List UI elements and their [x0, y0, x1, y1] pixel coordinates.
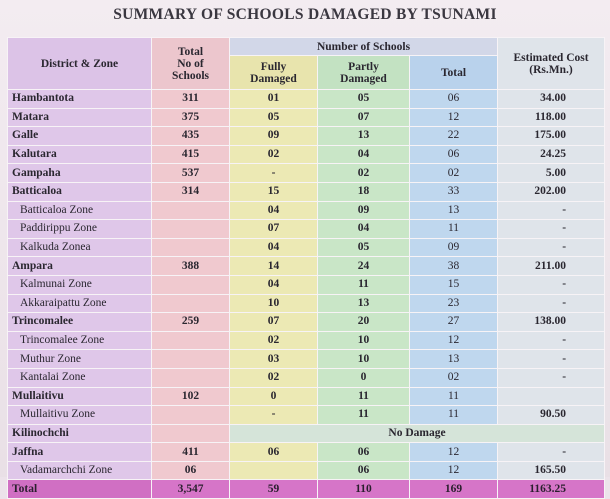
fully-damaged-cell: 03 — [230, 350, 318, 369]
fully-damaged-cell: 04 — [230, 201, 318, 220]
fully-damaged-cell: 02 — [230, 145, 318, 164]
fully-damaged-cell: 0 — [230, 387, 318, 406]
header-district: District & Zone — [8, 38, 152, 90]
estimated-cost-cell: - — [498, 201, 605, 220]
partly-damaged-cell: 06 — [318, 443, 410, 462]
table-row — [8, 275, 605, 294]
total-schools-cell: 435 — [152, 127, 230, 146]
total-schools-cell: 314 — [152, 182, 230, 201]
total-schools-cell — [152, 220, 230, 239]
total-cell: 38 — [410, 257, 498, 276]
header-total-schools: Total No of Schools — [152, 38, 230, 90]
total-cell: 12 — [410, 443, 498, 462]
partly-damaged-cell: 0 — [318, 368, 410, 387]
fully-damaged-cell — [230, 461, 318, 480]
district-cell: Galle — [8, 127, 152, 146]
district-cell: Muthur Zone — [8, 350, 152, 369]
table-row — [8, 368, 605, 387]
fully-damaged-cell: 07 — [230, 220, 318, 239]
partly-damaged-cell: 18 — [318, 182, 410, 201]
estimated-cost-cell: 118.00 — [498, 108, 605, 127]
table-row — [8, 201, 605, 220]
table-row — [8, 145, 605, 164]
total-cell: 06 — [410, 90, 498, 109]
estimated-cost-cell: 5.00 — [498, 164, 605, 183]
fully-damaged-cell: - — [230, 406, 318, 425]
grand-fully-damaged-cell: 59 — [230, 480, 318, 499]
estimated-cost-cell: 165.50 — [498, 461, 605, 480]
district-cell: Kalkuda Zonea — [8, 238, 152, 257]
fully-damaged-cell: 05 — [230, 108, 318, 127]
partly-damaged-cell: 05 — [318, 238, 410, 257]
partly-damaged-cell: 13 — [318, 294, 410, 313]
total-cell: 15 — [410, 275, 498, 294]
total-cell: 12 — [410, 108, 498, 127]
total-schools-cell — [152, 350, 230, 369]
estimated-cost-cell: - — [498, 443, 605, 462]
partly-damaged-cell: 04 — [318, 220, 410, 239]
fully-damaged-cell: 09 — [230, 127, 318, 146]
total-schools-cell: 415 — [152, 145, 230, 164]
total-schools-cell — [152, 275, 230, 294]
header-fully-damaged: Fully Damaged — [230, 56, 318, 90]
table-row — [8, 406, 605, 425]
total-cell: 12 — [410, 331, 498, 350]
total-cell: 09 — [410, 238, 498, 257]
district-cell: Mullaitivu — [8, 387, 152, 406]
total-cell: 13 — [410, 350, 498, 369]
estimated-cost-cell: - — [498, 275, 605, 294]
total-schools-cell — [152, 368, 230, 387]
table-body — [8, 90, 605, 499]
total-schools-cell — [152, 406, 230, 425]
fully-damaged-cell: 07 — [230, 313, 318, 332]
total-cell: 23 — [410, 294, 498, 313]
fully-damaged-cell: 04 — [230, 238, 318, 257]
partly-damaged-cell: 11 — [318, 406, 410, 425]
district-cell: Kantalai Zone — [8, 368, 152, 387]
fully-damaged-cell: 01 — [230, 90, 318, 109]
fully-damaged-cell: - — [230, 164, 318, 183]
grand-estimated-cost-cell: 1163.25 — [498, 480, 605, 499]
total-cell: 11 — [410, 220, 498, 239]
total-schools-cell: 06 — [152, 461, 230, 480]
table-row — [8, 461, 605, 480]
district-cell: Hambantota — [8, 90, 152, 109]
total-cell: 22 — [410, 127, 498, 146]
total-schools-cell: 259 — [152, 313, 230, 332]
header-total: Total — [410, 56, 498, 90]
total-schools-cell — [152, 201, 230, 220]
table-row — [8, 108, 605, 127]
grand-total-schools-cell: 3,547 — [152, 480, 230, 499]
estimated-cost-cell: 138.00 — [498, 313, 605, 332]
district-cell: Ampara — [8, 257, 152, 276]
total-schools-cell — [152, 424, 230, 443]
table-row — [8, 424, 605, 443]
estimated-cost-cell: - — [498, 331, 605, 350]
district-cell: Vadamarchchi Zone — [8, 461, 152, 480]
partly-damaged-cell: 10 — [318, 350, 410, 369]
district-cell: Batticaloa Zone — [8, 201, 152, 220]
estimated-cost-cell: - — [498, 350, 605, 369]
grand-partly-damaged-cell: 110 — [318, 480, 410, 499]
header-partly-damaged: Partly Damaged — [318, 56, 410, 90]
table-row — [8, 127, 605, 146]
total-cell: 02 — [410, 368, 498, 387]
partly-damaged-cell: 11 — [318, 387, 410, 406]
estimated-cost-cell: - — [498, 294, 605, 313]
district-cell: Jaffna — [8, 443, 152, 462]
total-schools-cell: 311 — [152, 90, 230, 109]
estimated-cost-cell: - — [498, 238, 605, 257]
district-cell: Kalutara — [8, 145, 152, 164]
partly-damaged-cell: 05 — [318, 90, 410, 109]
total-schools-cell — [152, 331, 230, 350]
grand-total-cell: 169 — [410, 480, 498, 499]
table-row — [8, 164, 605, 183]
total-cell: 06 — [410, 145, 498, 164]
fully-damaged-cell: 15 — [230, 182, 318, 201]
fully-damaged-cell: 04 — [230, 275, 318, 294]
schools-damaged-table — [7, 37, 605, 499]
partly-damaged-cell: 13 — [318, 127, 410, 146]
total-cell: 11 — [410, 406, 498, 425]
total-schools-cell: 375 — [152, 108, 230, 127]
fully-damaged-cell: 02 — [230, 368, 318, 387]
table-row — [8, 257, 605, 276]
total-cell: 13 — [410, 201, 498, 220]
district-cell: Matara — [8, 108, 152, 127]
partly-damaged-cell: 10 — [318, 331, 410, 350]
header-estimated-cost: Estimated Cost (Rs.Mn.) — [498, 38, 605, 90]
partly-damaged-cell: 24 — [318, 257, 410, 276]
no-damage-cell: No Damage — [230, 424, 605, 443]
district-cell: Gampaha — [8, 164, 152, 183]
district-cell: Kalmunai Zone — [8, 275, 152, 294]
total-cell: 11 — [410, 387, 498, 406]
estimated-cost-cell: 34.00 — [498, 90, 605, 109]
fully-damaged-cell: 06 — [230, 443, 318, 462]
fully-damaged-cell: 02 — [230, 331, 318, 350]
total-schools-cell: 411 — [152, 443, 230, 462]
table-row — [8, 182, 605, 201]
district-cell: Paddirippu Zone — [8, 220, 152, 239]
fully-damaged-cell: 14 — [230, 257, 318, 276]
estimated-cost-cell: 175.00 — [498, 127, 605, 146]
total-cell: 33 — [410, 182, 498, 201]
partly-damaged-cell: 04 — [318, 145, 410, 164]
district-cell: Akkaraipattu Zone — [8, 294, 152, 313]
table-row — [8, 443, 605, 462]
estimated-cost-cell — [498, 387, 605, 406]
total-schools-cell — [152, 238, 230, 257]
total-label-cell: Total — [8, 480, 152, 499]
district-cell: Mullaitivu Zone — [8, 406, 152, 425]
table-row — [8, 220, 605, 239]
header-number-of-schools: Number of Schools — [230, 38, 498, 56]
partly-damaged-cell: 20 — [318, 313, 410, 332]
table-row — [8, 238, 605, 257]
total-schools-cell: 388 — [152, 257, 230, 276]
table-row — [8, 294, 605, 313]
estimated-cost-cell: 211.00 — [498, 257, 605, 276]
partly-damaged-cell: 09 — [318, 201, 410, 220]
district-cell: Trincomalee — [8, 313, 152, 332]
page-title: SUMMARY OF SCHOOLS DAMAGED BY TSUNAMI — [113, 6, 497, 23]
total-cell: 27 — [410, 313, 498, 332]
fully-damaged-cell: 10 — [230, 294, 318, 313]
total-schools-cell — [152, 294, 230, 313]
total-cell: 02 — [410, 164, 498, 183]
estimated-cost-cell: 202.00 — [498, 182, 605, 201]
partly-damaged-cell: 07 — [318, 108, 410, 127]
table-row — [8, 387, 605, 406]
partly-damaged-cell: 02 — [318, 164, 410, 183]
total-cell: 12 — [410, 461, 498, 480]
partly-damaged-cell: 11 — [318, 275, 410, 294]
total-schools-cell: 102 — [152, 387, 230, 406]
estimated-cost-cell: - — [498, 220, 605, 239]
table-row — [8, 331, 605, 350]
table-row — [8, 313, 605, 332]
partly-damaged-cell: 06 — [318, 461, 410, 480]
estimated-cost-cell: - — [498, 368, 605, 387]
district-cell: Batticaloa — [8, 182, 152, 201]
table-row — [8, 350, 605, 369]
estimated-cost-cell: 90.50 — [498, 406, 605, 425]
district-cell: Kilinochchi — [8, 424, 152, 443]
table-row — [8, 90, 605, 109]
total-row — [8, 480, 605, 499]
estimated-cost-cell: 24.25 — [498, 145, 605, 164]
district-cell: Trincomalee Zone — [8, 331, 152, 350]
total-schools-cell: 537 — [152, 164, 230, 183]
